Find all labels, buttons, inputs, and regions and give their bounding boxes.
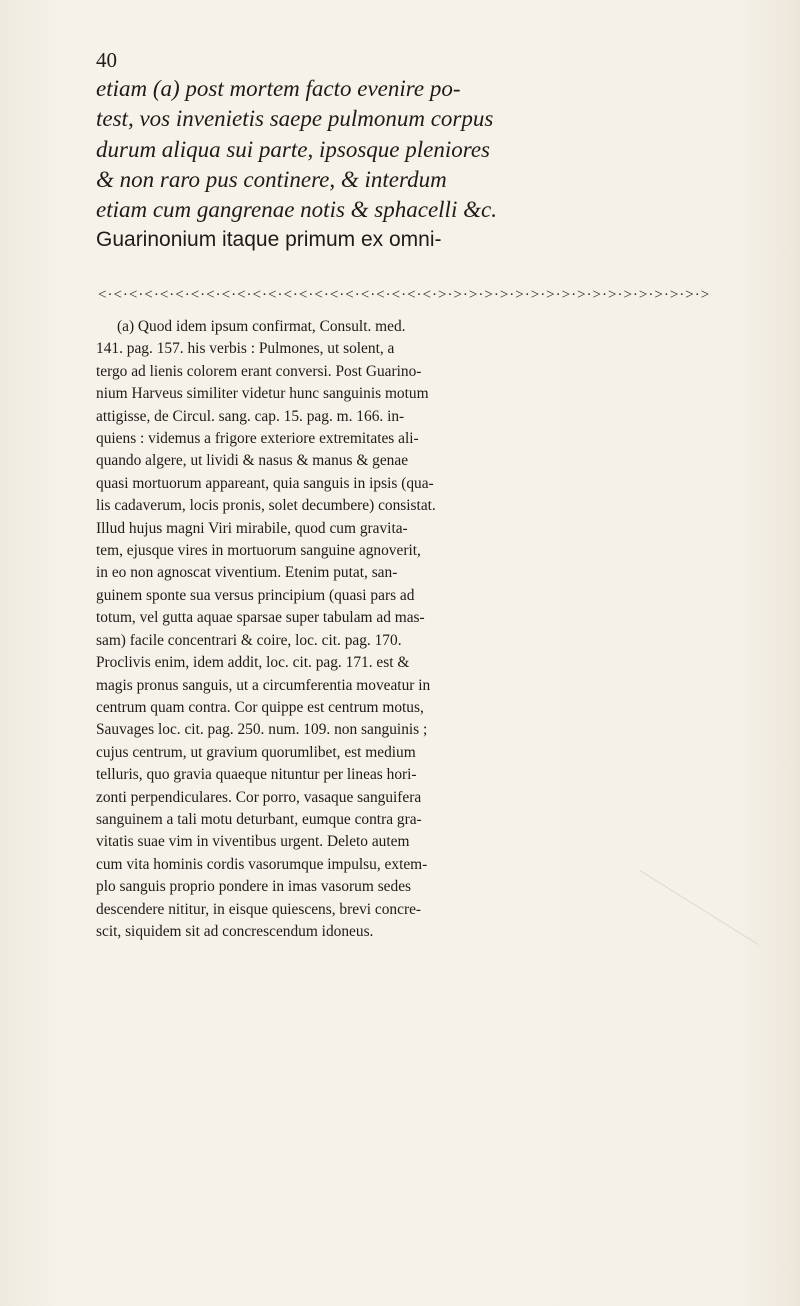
footnote-line: attigisse, de Circul. sang. cap. 15. pag. m. 166. in-	[96, 407, 405, 425]
footnote-block	[96, 316, 721, 943]
footnote-line: Sauvages loc. cit. pag. 250. num. 109. non sanguinis ;	[96, 721, 428, 739]
footnote-line: Proclivis enim, idem addit, loc. cit. pag. 171. est &	[96, 654, 410, 672]
footnote-line: sam) facile concentrari & coire, loc. cit. pag. 170.	[96, 631, 402, 649]
footnote-line: quando algere, ut lividi & nasus & manus & genae	[96, 452, 409, 470]
footnote-line: nium Harveus similiter videtur hunc sanguinis motum	[96, 385, 429, 403]
footnote-line: totum, vel gutta aquae sparsae super tabulam ad mas-	[96, 609, 425, 627]
footnote-line: Illud hujus magni Viri mirabile, quod cum gravita-	[96, 519, 408, 537]
footnote-line: quiens : videmus a frigore exteriore extremitates ali-	[96, 430, 419, 448]
page-number: 40	[96, 48, 117, 72]
footnote-line: in eo non agnoscat viventium. Etenim putat, san-	[96, 564, 398, 582]
footnote-line: zonti perpendiculares. Cor porro, vasaque sanguifera	[96, 788, 422, 806]
main-text-line: etiam cum gangrenae notis & sphacelli &c.	[96, 197, 497, 223]
footnote-line: centrum quam contra. Cor quippe est centrum motus,	[96, 698, 424, 716]
footnote-line: (a) Quod idem ipsum confirmat, Consult. med.	[117, 318, 406, 335]
footnote-line: lis cadaverum, locis pronis, solet decumbere) consistat.	[96, 497, 436, 515]
footnote-line: tem, ejusque vires in mortuorum sanguine agnoverit,	[96, 542, 421, 560]
footnote-line: sanguinem a tali motu deturbant, eumque contra gra-	[96, 810, 422, 828]
footnote-line: 141. pag. 157. his verbis : Pulmones, ut solent, a	[96, 340, 395, 358]
footnote-line: telluris, quo gravia quaeque nituntur per lineas hori-	[96, 766, 417, 784]
main-text-line: durum aliqua sui parte, ipsosque pleniores	[96, 136, 490, 162]
ornamental-divider: <·<·<·<·<·<·<·<·<·<·<·<·<·<·<·<·<·<·<·<·<·<·>·>·>·>·>·>·>·>·>·>·>·>·>·>·>·>·>·>	[98, 287, 711, 303]
footnote-line: tergo ad lienis colorem erant conversi. Post Guarino-	[96, 362, 422, 380]
main-text-line: test, vos invenietis saepe pulmonum corpus	[96, 106, 494, 132]
footnote-line: guinem sponte sua versus principium (quasi pars ad	[96, 586, 415, 604]
footnote-line: scit, siquidem sit ad concrescendum idoneus.	[96, 922, 374, 940]
footnote-line: descendere nititur, in eisque quiescens, brevi concre-	[96, 900, 422, 918]
main-text-block	[96, 74, 721, 256]
footnote-line: cum vita hominis cordis vasorumque impulsu, extem-	[96, 855, 428, 873]
footnote-line: cujus centrum, ut gravium quorumlibet, est medium	[96, 743, 416, 761]
footnote-line: quasi mortuorum appareant, quia sanguis in ipsis (qua-	[96, 474, 434, 492]
main-text-line: & non raro pus continere, & interdum	[96, 166, 447, 192]
main-text-line: Guarinonium itaque primum ex omni-	[96, 228, 442, 252]
footnote-line: vitatis suae vim in viventibus urgent. Deleto autem	[96, 833, 410, 851]
footnote-line: plo sanguis proprio pondere in imas vasorum sedes	[96, 878, 412, 896]
footnote-line: magis pronus sanguis, ut a circumferentia moveatur in	[96, 676, 431, 694]
main-text-line: etiam (a) post mortem facto evenire po-	[96, 76, 461, 101]
